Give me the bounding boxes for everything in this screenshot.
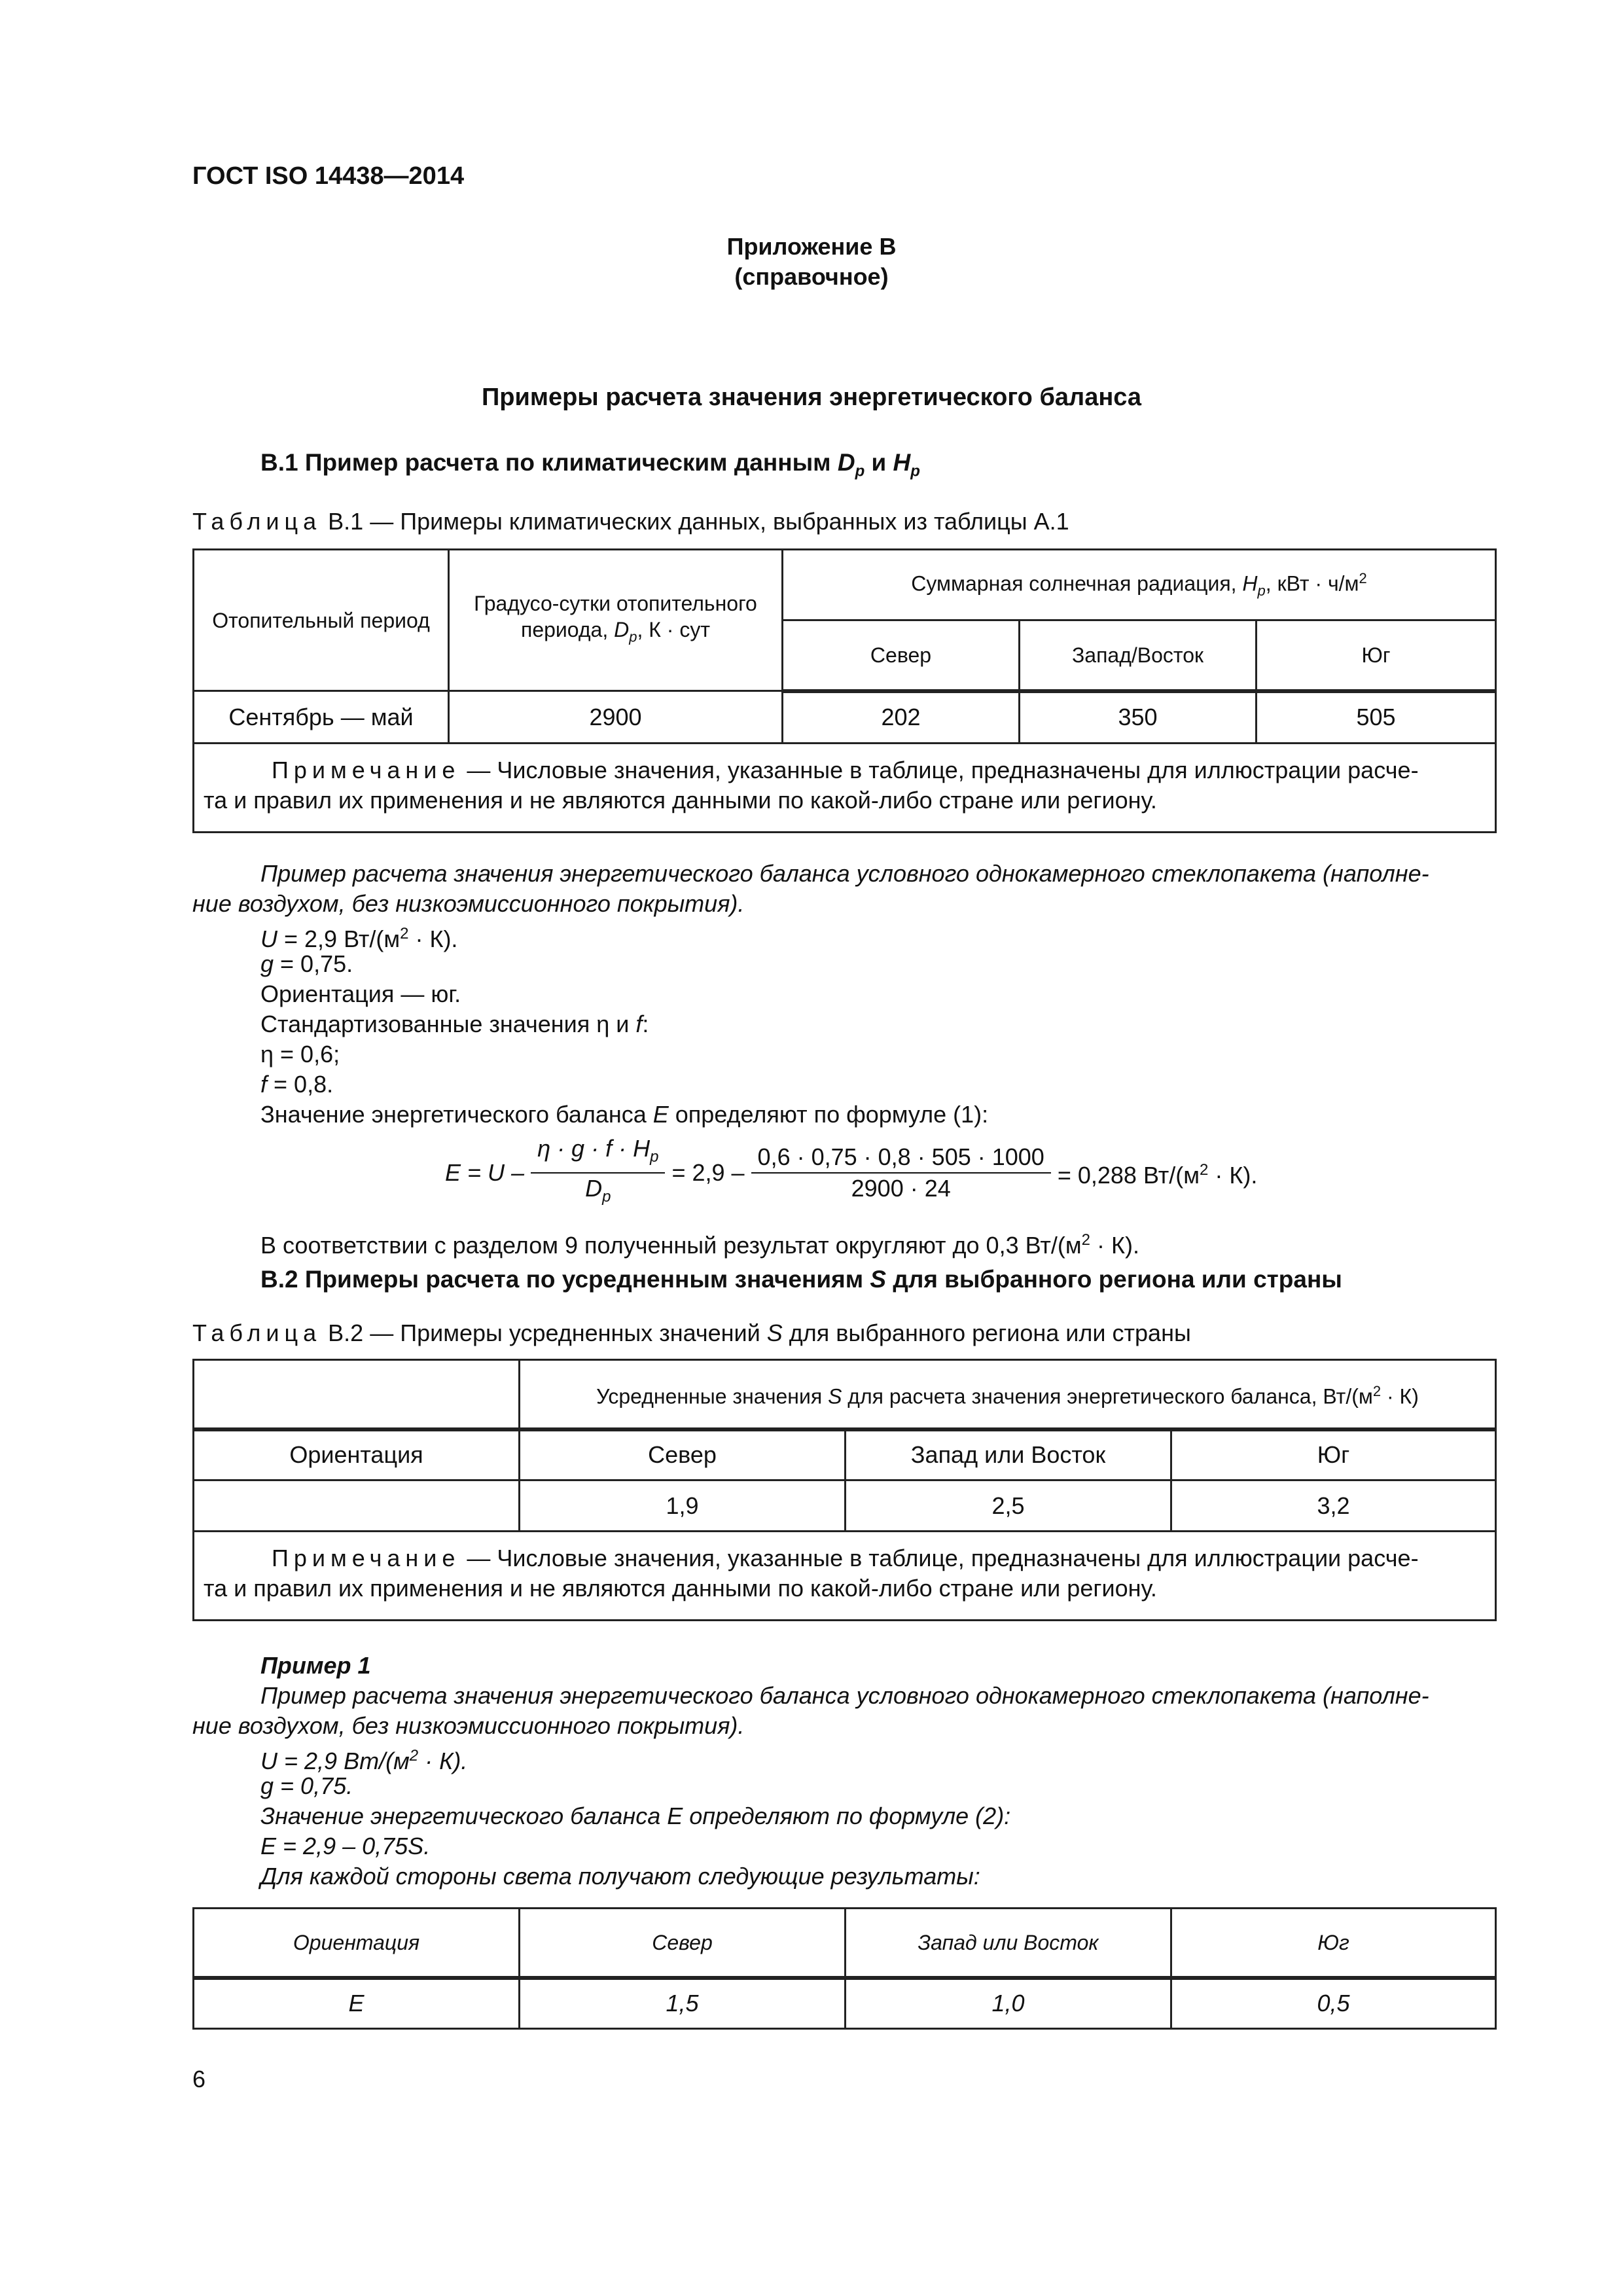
table3-cell-north: 1,5 (520, 1978, 846, 2029)
table2-header-orientation: Ориентация (194, 1429, 520, 1480)
table1-header-degree-days: Градусо-сутки отопительного периода, $D_p$, К · сут (449, 550, 783, 691)
table3-header-westeast: Запад или Восток (846, 1909, 1171, 1978)
page-number: 6 (192, 2066, 206, 2092)
table2-header-south: Юг (1171, 1429, 1496, 1480)
heading-b2: В.2 Примеры расчета по усредненным значениям S для выбранного региона или страны (260, 1266, 1342, 1293)
example-1-title: Пример 1 (260, 1652, 371, 1679)
example-b1-f: f = 0,8. (260, 1071, 334, 1098)
table2-note: Примечание — Числовые значения, указанные в таблице, предназначены для иллюстрации расче- та и правил их применения и не являются данными по какой-либо стране или региону. (194, 1532, 1496, 1621)
example-1-calc: Значение энергетического баланса E определяют по формуле (2): (260, 1803, 1011, 1829)
table3-cell-label: E (194, 1978, 520, 2029)
table1-header-period: Отопительный период (194, 550, 449, 691)
table3-header-north: Север (520, 1909, 846, 1978)
table1-cell-north: 202 (783, 691, 1020, 744)
table2-header-empty (194, 1360, 520, 1429)
document-header: ГОСТ ISO 14438—2014 (192, 162, 465, 190)
table2-averaged-values (192, 1359, 1497, 1621)
example-b1-calc: Значение энергетического баланса E определяют по формуле (1): (260, 1101, 989, 1128)
table1-cell-westeast: 350 (1020, 691, 1257, 744)
table3-header-south: Юг (1171, 1909, 1496, 1978)
example-b1-intro: Пример расчета значения энергетического баланса условного однокамерного стеклопакета (наполне- ние воздухом, без низкоэмиссионного покрытия). (192, 860, 1429, 917)
example-b1-u: U = 2,9 $Вт/(м^2 \cdot К)$. (260, 925, 458, 952)
example-b1-standard-values: Стандартизованные значения η и f: (260, 1011, 649, 1037)
table1-cell-period: Сентябрь — май (194, 691, 449, 744)
example-b1-result: В соответствии с разделом 9 полученный результат округляют до 0,3 $Вт/(м^2 \cdot К)$. (260, 1231, 1139, 1259)
table3-cell-westeast: 1,0 (846, 1978, 1171, 2029)
table1-header-north: Север (783, 620, 1020, 691)
table1-header-radiation: Суммарная солнечная радиация, $H_p$, кВт · $ч/м^2$ (783, 550, 1496, 620)
table1-cell-south: 505 (1257, 691, 1496, 744)
table2-cell-north: 1,9 (520, 1480, 846, 1532)
table1-climatic-data (192, 548, 1497, 833)
example-1-intro: Пример расчета значения энергетического баланса условного однокамерного стеклопакета (наполне- ние воздухом, без низкоэмиссионного покрытия). (192, 1682, 1429, 1739)
table1-header-westeast: Запад/Восток (1020, 620, 1257, 691)
annex-subtitle: (справочное) (734, 263, 889, 290)
example-b1-eta: η = 0,6; (260, 1041, 340, 1067)
example-1-formula-2: E = 2,9 – 0,75S. (260, 1833, 431, 1859)
table2-header-north: Север (520, 1429, 846, 1480)
table2-header-westeast: Запад или Восток (846, 1429, 1171, 1480)
table2-cell-south: 3,2 (1171, 1480, 1496, 1532)
table3-results (192, 1907, 1497, 2030)
example-b1-orientation: Ориентация — юг. (260, 980, 461, 1007)
formula-1: E = U – $\frac{\eta \cdot g \cdot f \cdot H_p}{D_p}$ = 2,9 – $\frac{0,6 \cdot 0,75 \cdot 0,8 \cdot 505 \cdot 1000}{2900 \cdot 24}$ = 0,288 $Вт/(м^2 \cdot К)$. (445, 1134, 1257, 1212)
table1-caption: Таблица В.1 — Примеры климатических данных, выбранных из таблицы А.1 (192, 508, 1069, 535)
example-b1-g: g = 0,75. (260, 950, 353, 977)
example-1-g: g = 0,75. (260, 1772, 353, 1799)
table3-cell-south: 0,5 (1171, 1978, 1496, 2029)
table2-cell-westeast: 2,5 (846, 1480, 1171, 1532)
table2-cell-empty (194, 1480, 520, 1532)
formula-1-fraction-symbolic: $\frac{\eta \cdot g \cdot f \cdot H_p}{D_p}$ (531, 1134, 665, 1212)
table2-header-averaged: Усредненные значения S для расчета значения энергетического баланса, $Вт/(м^2 \cdot К)$ (520, 1360, 1496, 1429)
table1-header-south: Юг (1257, 620, 1496, 691)
example-1-results: Для каждой стороны света получают следующие результаты: (260, 1863, 980, 1890)
formula-1-fraction-numeric: $\frac{0,6 \cdot 0,75 \cdot 0,8 \cdot 505 \cdot 1000}{2900 \cdot 24}$ (751, 1142, 1051, 1204)
table2-caption: Таблица В.2 — Примеры усредненных значений S для выбранного региона или страны (192, 1319, 1191, 1346)
section-title: Примеры расчета значения энергетического баланса (481, 384, 1142, 411)
example-1-u: U = 2,9 $Вт/(м^2 \cdot К)$. (260, 1747, 468, 1774)
table3-header-orientation: Ориентация (194, 1909, 520, 1978)
heading-b1: В.1 Пример расчета по климатическим данным $D_p$ и $H_p$ (260, 449, 920, 480)
annex-title: Приложение В (726, 233, 897, 260)
table1-note: Примечание — Числовые значения, указанные в таблице, предназначены для иллюстрации расче- та и правил их применения и не являются данными по какой-либо стране или региону. (194, 744, 1496, 833)
table1-cell-degree-days: 2900 (449, 691, 783, 744)
